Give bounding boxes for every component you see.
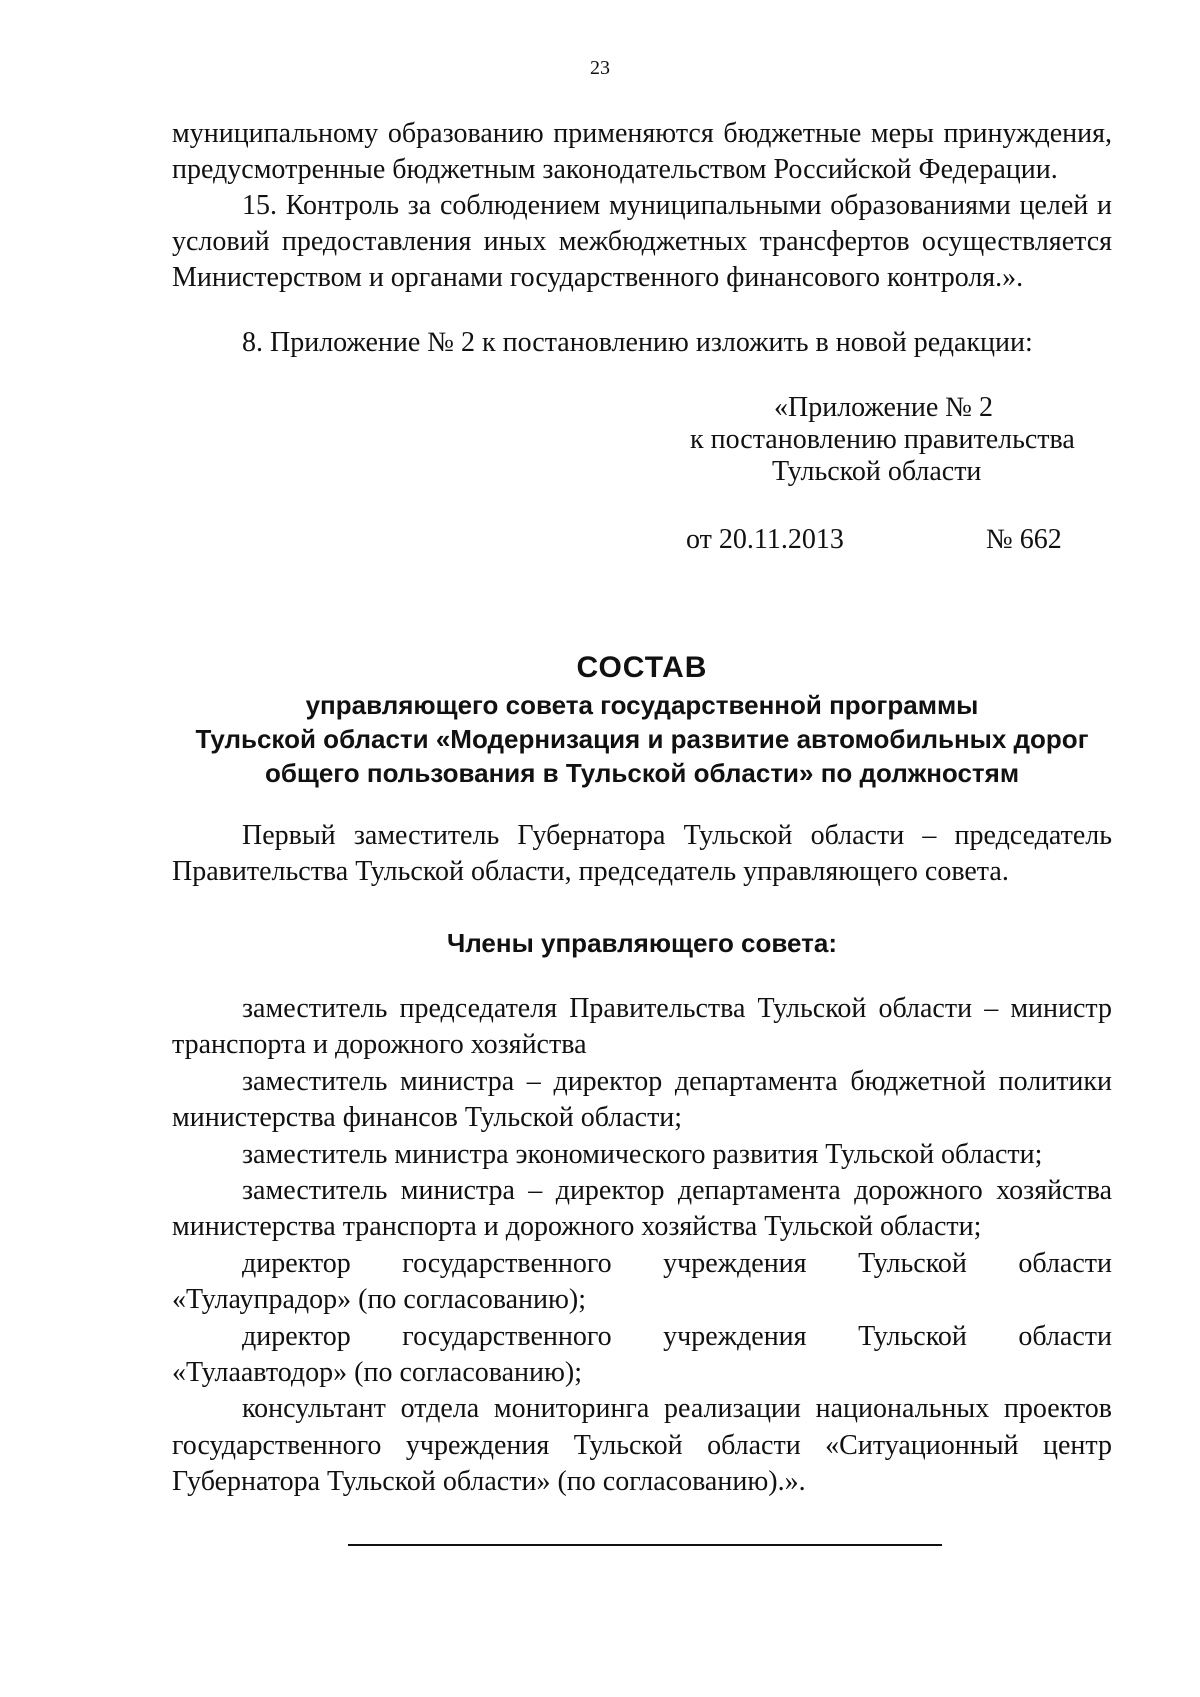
chairman-block: [172, 818, 1112, 890]
appendix-line-2: к постановлению правительства: [690, 424, 1075, 455]
appendix-date: от 20.11.2013: [686, 524, 844, 555]
member-item: заместитель министра экономического развития Тульской области;: [242, 1138, 1043, 1170]
title-line-1: управляющего совета государственной программы: [305, 690, 979, 720]
document-title: [172, 648, 1112, 790]
continuation-paragraph: муниципальному образованию применяются бюджетные меры принуждения, предусмотренные бюджетным законодательством Российской Федерации.: [172, 118, 1112, 185]
member-item: консультант отдела мониторинга реализации национальных проектов государственного учреждения Тульской области «Ситуационный центр Губернатора Тульской области» (по согласованию).».: [172, 1393, 1112, 1498]
appendix-line-1: «Приложение № 2: [774, 392, 993, 423]
closing-rule: [348, 1544, 942, 1546]
title-main: СОСТАВ: [576, 651, 708, 684]
item-8-paragraph: 8. Приложение № 2 к постановлению изложить в новой редакции:: [242, 327, 1033, 358]
member-item: директор государственного учреждения Тульской области «Тулаавтодор» (по согласованию);: [172, 1320, 1112, 1389]
member-item: заместитель министра – директор департамента дорожного хозяйства министерства транспорта и дорожного хозяйства Тульской области;: [172, 1175, 1112, 1243]
member-item: директор государственного учреждения Тульской области «Тулаупрадор» (по согласованию);: [172, 1247, 1112, 1316]
page-number: 23: [590, 57, 610, 79]
member-item: заместитель министра – директор департамента бюджетной политики министерства финансов Тульской области;: [172, 1065, 1112, 1134]
title-line-3: общего пользования в Тульской области» по должностям: [264, 758, 1020, 788]
appendix-date-row: [686, 523, 1106, 557]
top-block: [172, 116, 1112, 296]
appendix-header: [680, 392, 1100, 488]
appendix-line-3: Тульской области: [772, 456, 982, 487]
chairman-paragraph: Первый заместитель Губернатора Тульской области – председатель Правительства Тульской области, председатель управляющего совета.: [172, 820, 1112, 887]
member-item: заместитель председателя Правительства Тульской области – министр транспорта и дорожного хозяйства: [172, 993, 1112, 1061]
title-line-2: Тульской области «Модернизация и развитие автомобильных дорог: [195, 724, 1089, 754]
members-heading: Члены управляющего совета:: [446, 928, 837, 958]
members-list: [172, 991, 1112, 1501]
item-15-paragraph: 15. Контроль за соблюдением муниципальными образованиями целей и условий предоставления иных межбюджетных трансфертов осуществляется Министерством и органами государственного финансового контроля.».: [172, 190, 1112, 293]
item-8-block: [172, 325, 1112, 361]
appendix-number: № 662: [986, 524, 1062, 555]
